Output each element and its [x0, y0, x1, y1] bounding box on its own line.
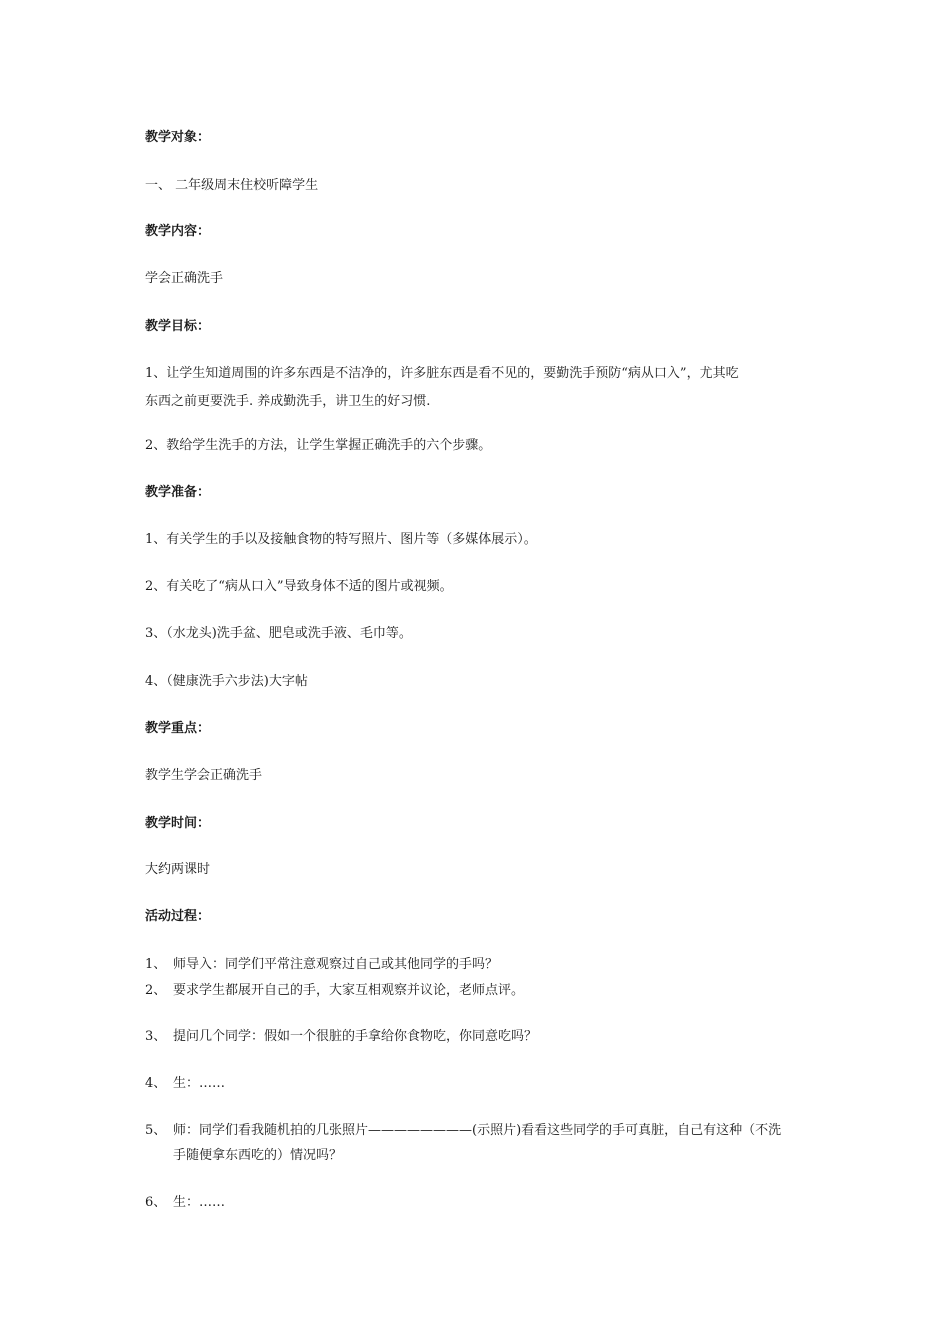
heading-teaching-prep: 教学准备： — [145, 485, 211, 500]
heading-teaching-object: 教学对象： — [145, 130, 211, 145]
heading-teaching-content: 教学内容： — [145, 224, 211, 239]
step-text-continued: 手随便拿东西吃的）情况吗？ — [173, 1148, 343, 1163]
goal-1-line-1: 1、让学生知道周围的许多东西是不洁净的，许多脏东西是看不见的，要勤洗手预防“病从口入”，尤其吃 — [145, 366, 739, 381]
teaching-key-text: 教学生学会正确洗手 — [145, 768, 263, 783]
heading-teaching-time: 教学时间： — [145, 816, 211, 831]
teaching-object-text: 一、 二年级周末住校听障学生 — [145, 178, 319, 193]
step-text: 生：…… — [173, 1195, 226, 1210]
step-number: 6、 — [145, 1195, 167, 1210]
goal-1-line-2: 东西之前更要洗手. 养成勤洗手，讲卫生的好习惯. — [145, 394, 431, 409]
step-text: 师：同学们看我随机拍的几张照片————————(示照片)看看这些同学的手可真脏，自己有这种（不洗 — [173, 1123, 782, 1138]
step-number: 2、 — [145, 983, 167, 998]
goal-2: 2、教给学生洗手的方法，让学生掌握正确洗手的六个步骤。 — [145, 438, 492, 453]
step-number: 1、 — [145, 957, 167, 972]
step-number: 4、 — [145, 1076, 167, 1091]
step-text: 要求学生都展开自己的手，大家互相观察并议论，老师点评。 — [173, 983, 525, 998]
prep-item-3: 3、（水龙头)洗手盆、肥皂或洗手液、毛巾等。 — [145, 626, 412, 641]
step-text: 提问几个同学：假如一个很脏的手拿给你食物吃，你同意吃吗？ — [173, 1029, 538, 1044]
teaching-time-text: 大约两课时 — [145, 862, 211, 877]
prep-item-4: 4、（健康洗手六步法)大字帖 — [145, 674, 308, 689]
prep-item-2: 2、有关吃了“病从口入”导致身体不适的图片或视频。 — [145, 579, 453, 594]
prep-item-1: 1、有关学生的手以及接触食物的特写照片、图片等（多媒体展示）。 — [145, 532, 537, 547]
heading-teaching-key: 教学重点： — [145, 721, 211, 736]
heading-teaching-goal: 教学目标： — [145, 319, 211, 334]
heading-activity-process: 活动过程： — [145, 909, 211, 924]
teaching-content-text: 学会正确洗手 — [145, 271, 224, 286]
step-number: 3、 — [145, 1029, 167, 1044]
step-text: 师导入：同学们平常注意观察过自己或其他同学的手吗？ — [173, 957, 499, 972]
step-number: 5、 — [145, 1123, 167, 1138]
step-text: 生：…… — [173, 1076, 226, 1091]
